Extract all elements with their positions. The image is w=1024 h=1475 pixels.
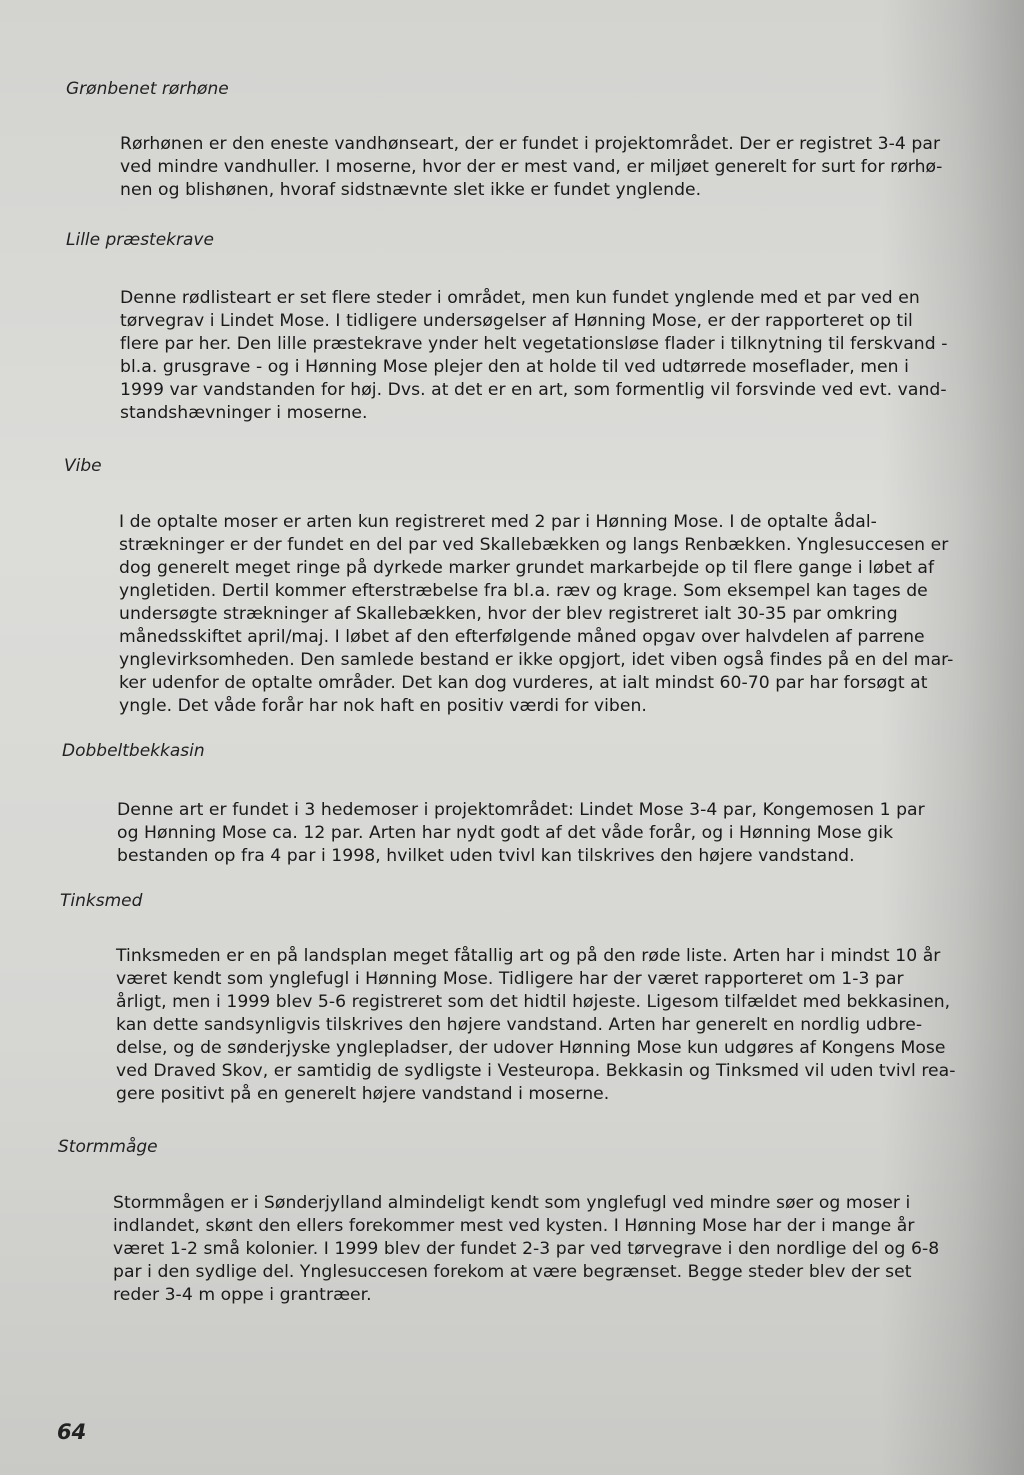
paragraph-line: par i den sydlige del. Ynglesuccesen forekom at være begrænset. Begge steder blev der set	[113, 1262, 912, 1282]
paragraph-line: strækninger er der fundet en del par ved Skallebækken og langs Renbækken. Ynglesuccesen er	[119, 535, 949, 555]
paragraph-line: Tinksmeden er en på landsplan meget fåtallig art og på den røde liste. Arten har i mindst 10 år	[116, 946, 941, 966]
paragraph-line: ker udenfor de optalte områder. Det kan dog vurderes, at ialt mindst 60-70 par har forsøgt at	[119, 673, 928, 693]
paragraph-line: flere par her. Den lille præstekrave ynder helt vegetationsløse flader i tilknytning til ferskvand -	[120, 334, 948, 354]
paragraph-line: gere positivt på en generelt højere vandstand i moserne.	[116, 1084, 610, 1104]
paragraph-line: standshævninger i moserne.	[120, 403, 368, 423]
paragraph-line: ved mindre vandhuller. I moserne, hvor der er mest vand, er miljøet generelt for surt for rørhø-	[120, 157, 943, 177]
paragraph-line: Rørhønen er den eneste vandhønseart, der er fundet i projektområdet. Der er registret 3-4 par	[120, 134, 941, 154]
paragraph-line: bestanden op fra 4 par i 1998, hvilket uden tvivl kan tilskrives den højere vandstand.	[117, 846, 855, 866]
section-heading-stormmage: Stormmåge	[58, 1137, 158, 1157]
paragraph-line: 1999 var vandstanden for høj. Dvs. at det er en art, som formentlig vil forsvinde ved evt. vand-	[120, 380, 947, 400]
paragraph-line: yngletiden. Dertil kommer efterstræbelse fra bl.a. ræv og krage. Som eksempel kan tages de	[119, 581, 928, 601]
section-heading-lille-praestekrave: Lille præstekrave	[66, 230, 214, 250]
paragraph-line: delse, og de sønderjyske ynglepladser, der udover Hønning Mose kun udgøres af Kongens Mose	[116, 1038, 946, 1058]
section-paragraph	[116, 945, 956, 1106]
section-paragraph	[120, 133, 942, 202]
section-paragraph	[117, 799, 925, 868]
section-heading-gronbenet-rorhone: Grønbenet rørhøne	[66, 79, 229, 99]
page-number: 64	[57, 1420, 87, 1444]
section-heading-dobbeltbekkasin: Dobbeltbekkasin	[62, 741, 205, 761]
section-heading-vibe: Vibe	[64, 456, 102, 476]
section-paragraph	[120, 287, 947, 425]
paragraph-line: Denne rødlisteart er set flere steder i området, men kun fundet ynglende med et par ved en	[120, 288, 920, 308]
paragraph-line: bl.a. grusgrave - og i Hønning Mose plejer den at holde til ved udtørrede moseflader, men i	[120, 357, 909, 377]
paragraph-line: månedsskiftet april/maj. I løbet af den efterfølgende måned opgav over halvdelen af parrene	[119, 627, 925, 647]
paragraph-line: Denne art er fundet i 3 hedemoser i projektområdet: Lindet Mose 3-4 par, Kongemosen 1 par	[117, 800, 925, 820]
paragraph-line: ynglevirksomheden. Den samlede bestand er ikke opgjort, idet viben også findes på en del mar-	[119, 650, 954, 670]
paragraph-line: kan dette sandsynligvis tilskrives den højere vandstand. Arten har generelt en nordlig udbre-	[116, 1015, 923, 1035]
paragraph-line: dog generelt meget ringe på dyrkede marker grundet markarbejde op til flere gange i løbet af	[119, 558, 935, 578]
section-paragraph	[119, 511, 953, 718]
paragraph-line: ved Draved Skov, er samtidig de sydligste i Vesteuropa. Bekkasin og Tinksmed vil uden tvivl rea-	[116, 1061, 956, 1081]
paragraph-line: været kendt som ynglefugl i Hønning Mose. Tidligere har der været rapporteret om 1-3 par	[116, 969, 904, 989]
paragraph-line: nen og blishønen, hvoraf sidstnævnte slet ikke er fundet ynglende.	[120, 180, 702, 200]
paragraph-line: været 1-2 små kolonier. I 1999 blev der fundet 2-3 par ved tørvegrave i den nordlige del og 6-8	[113, 1239, 940, 1259]
section-paragraph	[113, 1192, 939, 1307]
paragraph-line: årligt, men i 1999 blev 5-6 registreret som det hidtil højeste. Ligesom tilfældet med bekkasinen,	[116, 992, 951, 1012]
paragraph-line: og Hønning Mose ca. 12 par. Arten har nydt godt af det våde forår, og i Hønning Mose gik	[117, 823, 894, 843]
paragraph-line: Stormmågen er i Sønderjylland almindeligt kendt som ynglefugl ved mindre søer og moser i	[113, 1193, 911, 1213]
paragraph-line: indlandet, skønt den ellers forekommer mest ved kysten. I Hønning Mose har der i mange år	[113, 1216, 915, 1236]
paragraph-line: I de optalte moser er arten kun registreret med 2 par i Hønning Mose. I de optalte ådal-	[119, 512, 877, 532]
paragraph-line: tørvegrav i Lindet Mose. I tidligere undersøgelser af Hønning Mose, er der rapporteret op til	[120, 311, 913, 331]
section-heading-tinksmed: Tinksmed	[60, 891, 143, 911]
paragraph-line: yngle. Det våde forår har nok haft en positiv værdi for viben.	[119, 696, 647, 716]
paragraph-line: reder 3-4 m oppe i grantræer.	[113, 1285, 372, 1305]
paragraph-line: undersøgte strækninger af Skallebækken, hvor der blev registreret ialt 30-35 par omkring	[119, 604, 898, 624]
